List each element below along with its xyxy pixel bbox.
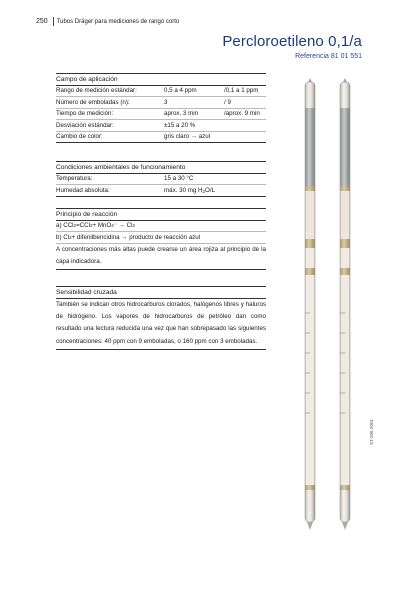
tube-left (305, 78, 315, 530)
campo-label: Número de emboladas (n): (56, 98, 130, 106)
humidity-row (56, 185, 266, 197)
campo-value: ±15 a 20 % (164, 121, 196, 129)
humidity-value: máx. 30 mg $H_2O/L$ (164, 186, 216, 194)
campo-value: 0,5 a 4 ppm (164, 87, 197, 95)
campo-row (56, 132, 266, 144)
header-divider (53, 17, 54, 26)
campo-row (56, 97, 266, 109)
principio-section (56, 208, 266, 270)
page-number: 250 (36, 18, 48, 25)
campo-row (56, 86, 266, 98)
drager-tubes-illustration (280, 78, 380, 578)
reaction-a: a) CCl 2 =CCl 2 + MnO 4 ⁻ → Cl 2 (56, 221, 266, 233)
campo-value: aprox. 3 min (164, 110, 199, 118)
temperature-value: 15 a 30 °C (164, 175, 194, 183)
running-header (36, 17, 179, 26)
condiciones-section (56, 161, 266, 197)
campo-value: 3 (164, 98, 168, 106)
sensibilidad-title: Sensibilidad cruzada (56, 286, 266, 299)
campo-title: Campo de aplicación (56, 73, 266, 86)
principio-text: A concentraciones más altas puede crearse un área rojiza al principio de la capa indicadora. (56, 244, 266, 271)
campo-label: Tiempo de medición: (56, 110, 114, 118)
campo-value-alt: /0,1 a 1 ppm (224, 87, 259, 95)
campo-value-alt: /aprox. 9 min (224, 110, 260, 118)
sensibilidad-text: También se indican otros hidrocarburos clorados, halógenos libres y haluros de hidrógeno. Los vapores de hidrocarburos de petróleo dan como resultado una lectura reducida una vez que han sobrepasado las siguientes concentraciones: 40 ppm con 9 emboladas, o 160 ppm con 3 emboladas. (56, 299, 266, 351)
section-name: Tubos Dräger para mediciones de rango corto (56, 18, 180, 25)
condiciones-title: Condiciones ambientales de funcionamiento (56, 161, 266, 174)
campo-row (56, 120, 266, 132)
campo-label: Cambio de color: (56, 133, 103, 141)
sensibilidad-section (56, 286, 266, 350)
campo-label: Rango de medición estándar: (56, 87, 137, 95)
reaction-b: b) Cl 2 + difenilbencidina → producto de reacción azul (56, 232, 266, 244)
campo-value-alt: / 9 (224, 98, 231, 106)
tube-right (340, 78, 350, 530)
temperature-row (56, 174, 266, 186)
image-code: ST-205-2001 (369, 418, 374, 445)
page-title: Percloroetileno 0,1/a (222, 33, 362, 50)
campo-value: gris claro → azul (164, 133, 211, 141)
reference-number: Referencia 81 01 551 (295, 53, 362, 60)
humidity-label: Humedad absoluta: (56, 186, 110, 194)
principio-title: Principio de reacción (56, 208, 266, 221)
campo-section (56, 73, 266, 143)
campo-label: Desviación estándar: (56, 121, 114, 129)
temperature-label: Temperatura: (56, 175, 93, 183)
campo-row (56, 109, 266, 121)
